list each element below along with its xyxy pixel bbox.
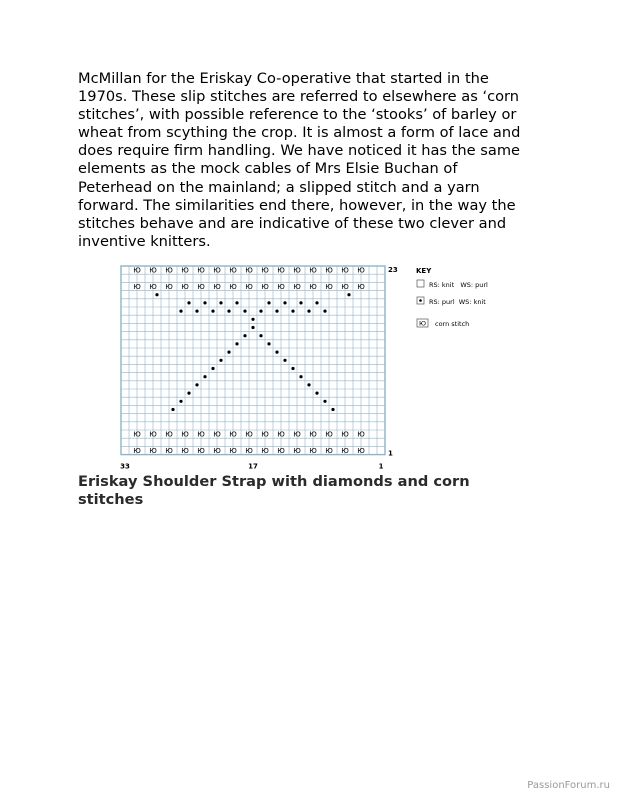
- purl-dot-mark: [275, 310, 278, 313]
- corn-stitch-mark: Ю: [229, 283, 237, 291]
- purl-dot-mark: [195, 383, 198, 386]
- paragraph-line: elements as the mock cables of Mrs Elsie Buchan of: [78, 160, 458, 178]
- corn-stitch-mark: Ю: [341, 283, 349, 291]
- site-watermark: PassionForum.ru: [527, 780, 610, 791]
- purl-dot-mark: [251, 326, 254, 329]
- purl-dot-mark: [227, 351, 230, 354]
- purl-dot-mark: [243, 334, 246, 337]
- purl-dot-mark: [251, 318, 254, 321]
- corn-stitch-mark: Ю: [133, 283, 141, 291]
- paragraph-line: Peterhead on the mainland; a slipped stitch and a yarn: [78, 178, 480, 196]
- corn-stitch-mark: Ю: [325, 283, 333, 291]
- corn-stitch-mark: Ю: [229, 266, 237, 275]
- paragraph-line: McMillan for the Eriskay Co-operative that started in the: [78, 70, 489, 87]
- caption-line: Eriskay Shoulder Strap with diamonds and corn: [78, 473, 470, 490]
- corn-stitch-mark: Ю: [181, 266, 189, 275]
- corn-stitch-mark: Ю: [245, 447, 253, 455]
- corn-stitch-mark: Ю: [341, 266, 349, 275]
- corn-stitch-mark: Ю: [277, 266, 285, 275]
- corn-stitch-mark: Ю: [229, 447, 237, 455]
- purl-dot-mark: [259, 310, 262, 313]
- corn-stitch-mark: Ю: [197, 447, 205, 455]
- corn-stitch-mark: Ю: [165, 283, 173, 291]
- purl-dot-mark: [171, 408, 174, 411]
- key-label-corn: corn stitch: [435, 320, 470, 328]
- column-label-33: 33: [120, 462, 130, 471]
- purl-dot-mark: [243, 310, 246, 313]
- corn-stitch-mark: Ю: [293, 447, 301, 455]
- purl-dot-mark: [299, 375, 302, 378]
- corn-stitch-mark: Ю: [133, 447, 141, 455]
- purl-dot-mark: [331, 408, 334, 411]
- row-number-top: 23: [388, 266, 398, 274]
- corn-stitch-mark: Ю: [261, 447, 269, 455]
- corn-stitch-icon: Ю: [418, 319, 427, 328]
- body-paragraph: [78, 70, 548, 251]
- purl-dot-mark: [187, 392, 190, 395]
- paragraph-line: stitches’, with possible reference to the ‘stooks’ of barley or: [78, 106, 517, 124]
- corn-stitch-mark: Ю: [277, 430, 285, 439]
- purl-dot-mark: [227, 310, 230, 313]
- purl-dot-mark: [299, 301, 302, 304]
- purl-dot-mark: [323, 310, 326, 313]
- corn-stitch-mark: Ю: [357, 283, 365, 291]
- purl-dot-mark: [283, 359, 286, 362]
- corn-stitch-mark: Ю: [309, 283, 317, 291]
- corn-stitch-mark: Ю: [325, 266, 333, 275]
- corn-stitch-mark: Ю: [149, 266, 157, 275]
- corn-stitch-mark: Ю: [245, 430, 253, 439]
- purl-dot-mark: [211, 310, 214, 313]
- corn-stitch-mark: Ю: [213, 266, 221, 275]
- purl-dot-mark: [235, 342, 238, 345]
- purl-dot-icon: [419, 299, 422, 302]
- corn-stitch-mark: Ю: [149, 430, 157, 439]
- chart-grid: [121, 266, 385, 455]
- paragraph-line: inventive knitters.: [78, 232, 211, 250]
- corn-stitch-mark: Ю: [325, 447, 333, 455]
- purl-dot-mark: [315, 392, 318, 395]
- corn-stitch-mark: Ю: [309, 430, 317, 439]
- purl-dot-mark: [235, 301, 238, 304]
- corn-stitch-mark: Ю: [149, 283, 157, 291]
- paragraph-line: stitches behave and are indicative of these two clever and: [78, 214, 507, 232]
- corn-stitch-mark: Ю: [133, 266, 141, 275]
- key-blank-swatch: [417, 280, 424, 287]
- corn-stitch-mark: Ю: [197, 283, 205, 291]
- chart-border: [121, 266, 385, 455]
- corn-stitch-mark: Ю: [261, 283, 269, 291]
- corn-stitch-mark: Ю: [213, 430, 221, 439]
- corn-stitch-mark: Ю: [197, 430, 205, 439]
- purl-dot-mark: [155, 293, 158, 296]
- column-label-1: 1: [378, 462, 384, 471]
- corn-stitch-mark: Ю: [277, 447, 285, 455]
- corn-stitch-mark: Ю: [245, 283, 253, 291]
- key-title: KEY: [416, 267, 432, 275]
- paragraph-line: wheat from scything the crop. It is almost a form of lace and: [78, 124, 521, 142]
- corn-stitch-mark: Ю: [261, 266, 269, 275]
- corn-stitch-mark: Ю: [165, 447, 173, 455]
- purl-dot-mark: [347, 293, 350, 296]
- corn-stitch-mark: Ю: [149, 447, 157, 455]
- purl-dot-mark: [219, 359, 222, 362]
- corn-stitch-mark: Ю: [197, 266, 205, 275]
- purl-dot-mark: [291, 310, 294, 313]
- corn-stitch-mark: Ю: [181, 447, 189, 455]
- purl-dot-mark: [195, 310, 198, 313]
- purl-dot-mark: [267, 301, 270, 304]
- corn-stitch-mark: Ю: [309, 447, 317, 455]
- purl-dot-mark: [307, 383, 310, 386]
- purl-dot-mark: [307, 310, 310, 313]
- figure-caption: [78, 473, 548, 509]
- corn-stitch-mark: Ю: [229, 430, 237, 439]
- paragraph-line: does require firm handling. We have noticed it has the same: [78, 142, 521, 160]
- knitting-chart-svg: [119, 264, 499, 470]
- purl-dot-mark: [267, 342, 270, 345]
- corn-stitch-mark: Ю: [293, 266, 301, 275]
- purl-dot-mark: [211, 367, 214, 370]
- purl-dot-mark: [283, 301, 286, 304]
- purl-dot-mark: [219, 301, 222, 304]
- purl-dot-mark: [275, 351, 278, 354]
- corn-stitch-mark: Ю: [245, 266, 253, 275]
- caption-line: stitches: [78, 491, 144, 508]
- corn-stitch-mark: Ю: [341, 430, 349, 439]
- corn-stitch-mark: Ю: [261, 430, 269, 439]
- purl-dot-mark: [203, 375, 206, 378]
- chart-key: [416, 267, 488, 328]
- column-label-17: 17: [248, 462, 258, 471]
- corn-stitch-mark: Ю: [357, 266, 365, 275]
- purl-dot-mark: [323, 400, 326, 403]
- row-number-bottom: 1: [388, 449, 393, 458]
- corn-stitch-mark: Ю: [357, 430, 365, 439]
- corn-stitch-mark: Ю: [293, 430, 301, 439]
- corn-stitch-mark: Ю: [325, 430, 333, 439]
- corn-stitch-mark: Ю: [293, 283, 301, 291]
- corn-stitch-mark: Ю: [277, 283, 285, 291]
- paragraph-line: 1970s. These slip stitches are referred to elsewhere as ‘corn: [78, 88, 520, 106]
- corn-stitch-mark: Ю: [165, 430, 173, 439]
- purl-dot-mark: [179, 310, 182, 313]
- purl-dot-mark: [203, 301, 206, 304]
- purl-dot-mark: [187, 301, 190, 304]
- key-label-purl: RS: purl WS: knit: [429, 298, 486, 306]
- corn-stitch-mark: Ю: [309, 266, 317, 275]
- paragraph-line: forward. The similarities end there, however, in the way the: [78, 196, 516, 214]
- purl-dot-mark: [259, 334, 262, 337]
- corn-stitch-mark: Ю: [181, 430, 189, 439]
- corn-stitch-mark: Ю: [341, 447, 349, 455]
- corn-stitch-mark: Ю: [133, 430, 141, 439]
- corn-stitch-mark: Ю: [213, 447, 221, 455]
- knitting-chart: [119, 264, 499, 470]
- key-label-knit: RS: knit WS: purl: [429, 281, 488, 289]
- corn-stitch-mark: Ю: [181, 283, 189, 291]
- corn-stitch-mark: Ю: [213, 283, 221, 291]
- corn-stitch-mark: Ю: [165, 266, 173, 275]
- purl-dot-mark: [315, 301, 318, 304]
- corn-stitch-mark: Ю: [357, 447, 365, 455]
- purl-dot-mark: [291, 367, 294, 370]
- purl-dot-mark: [179, 400, 182, 403]
